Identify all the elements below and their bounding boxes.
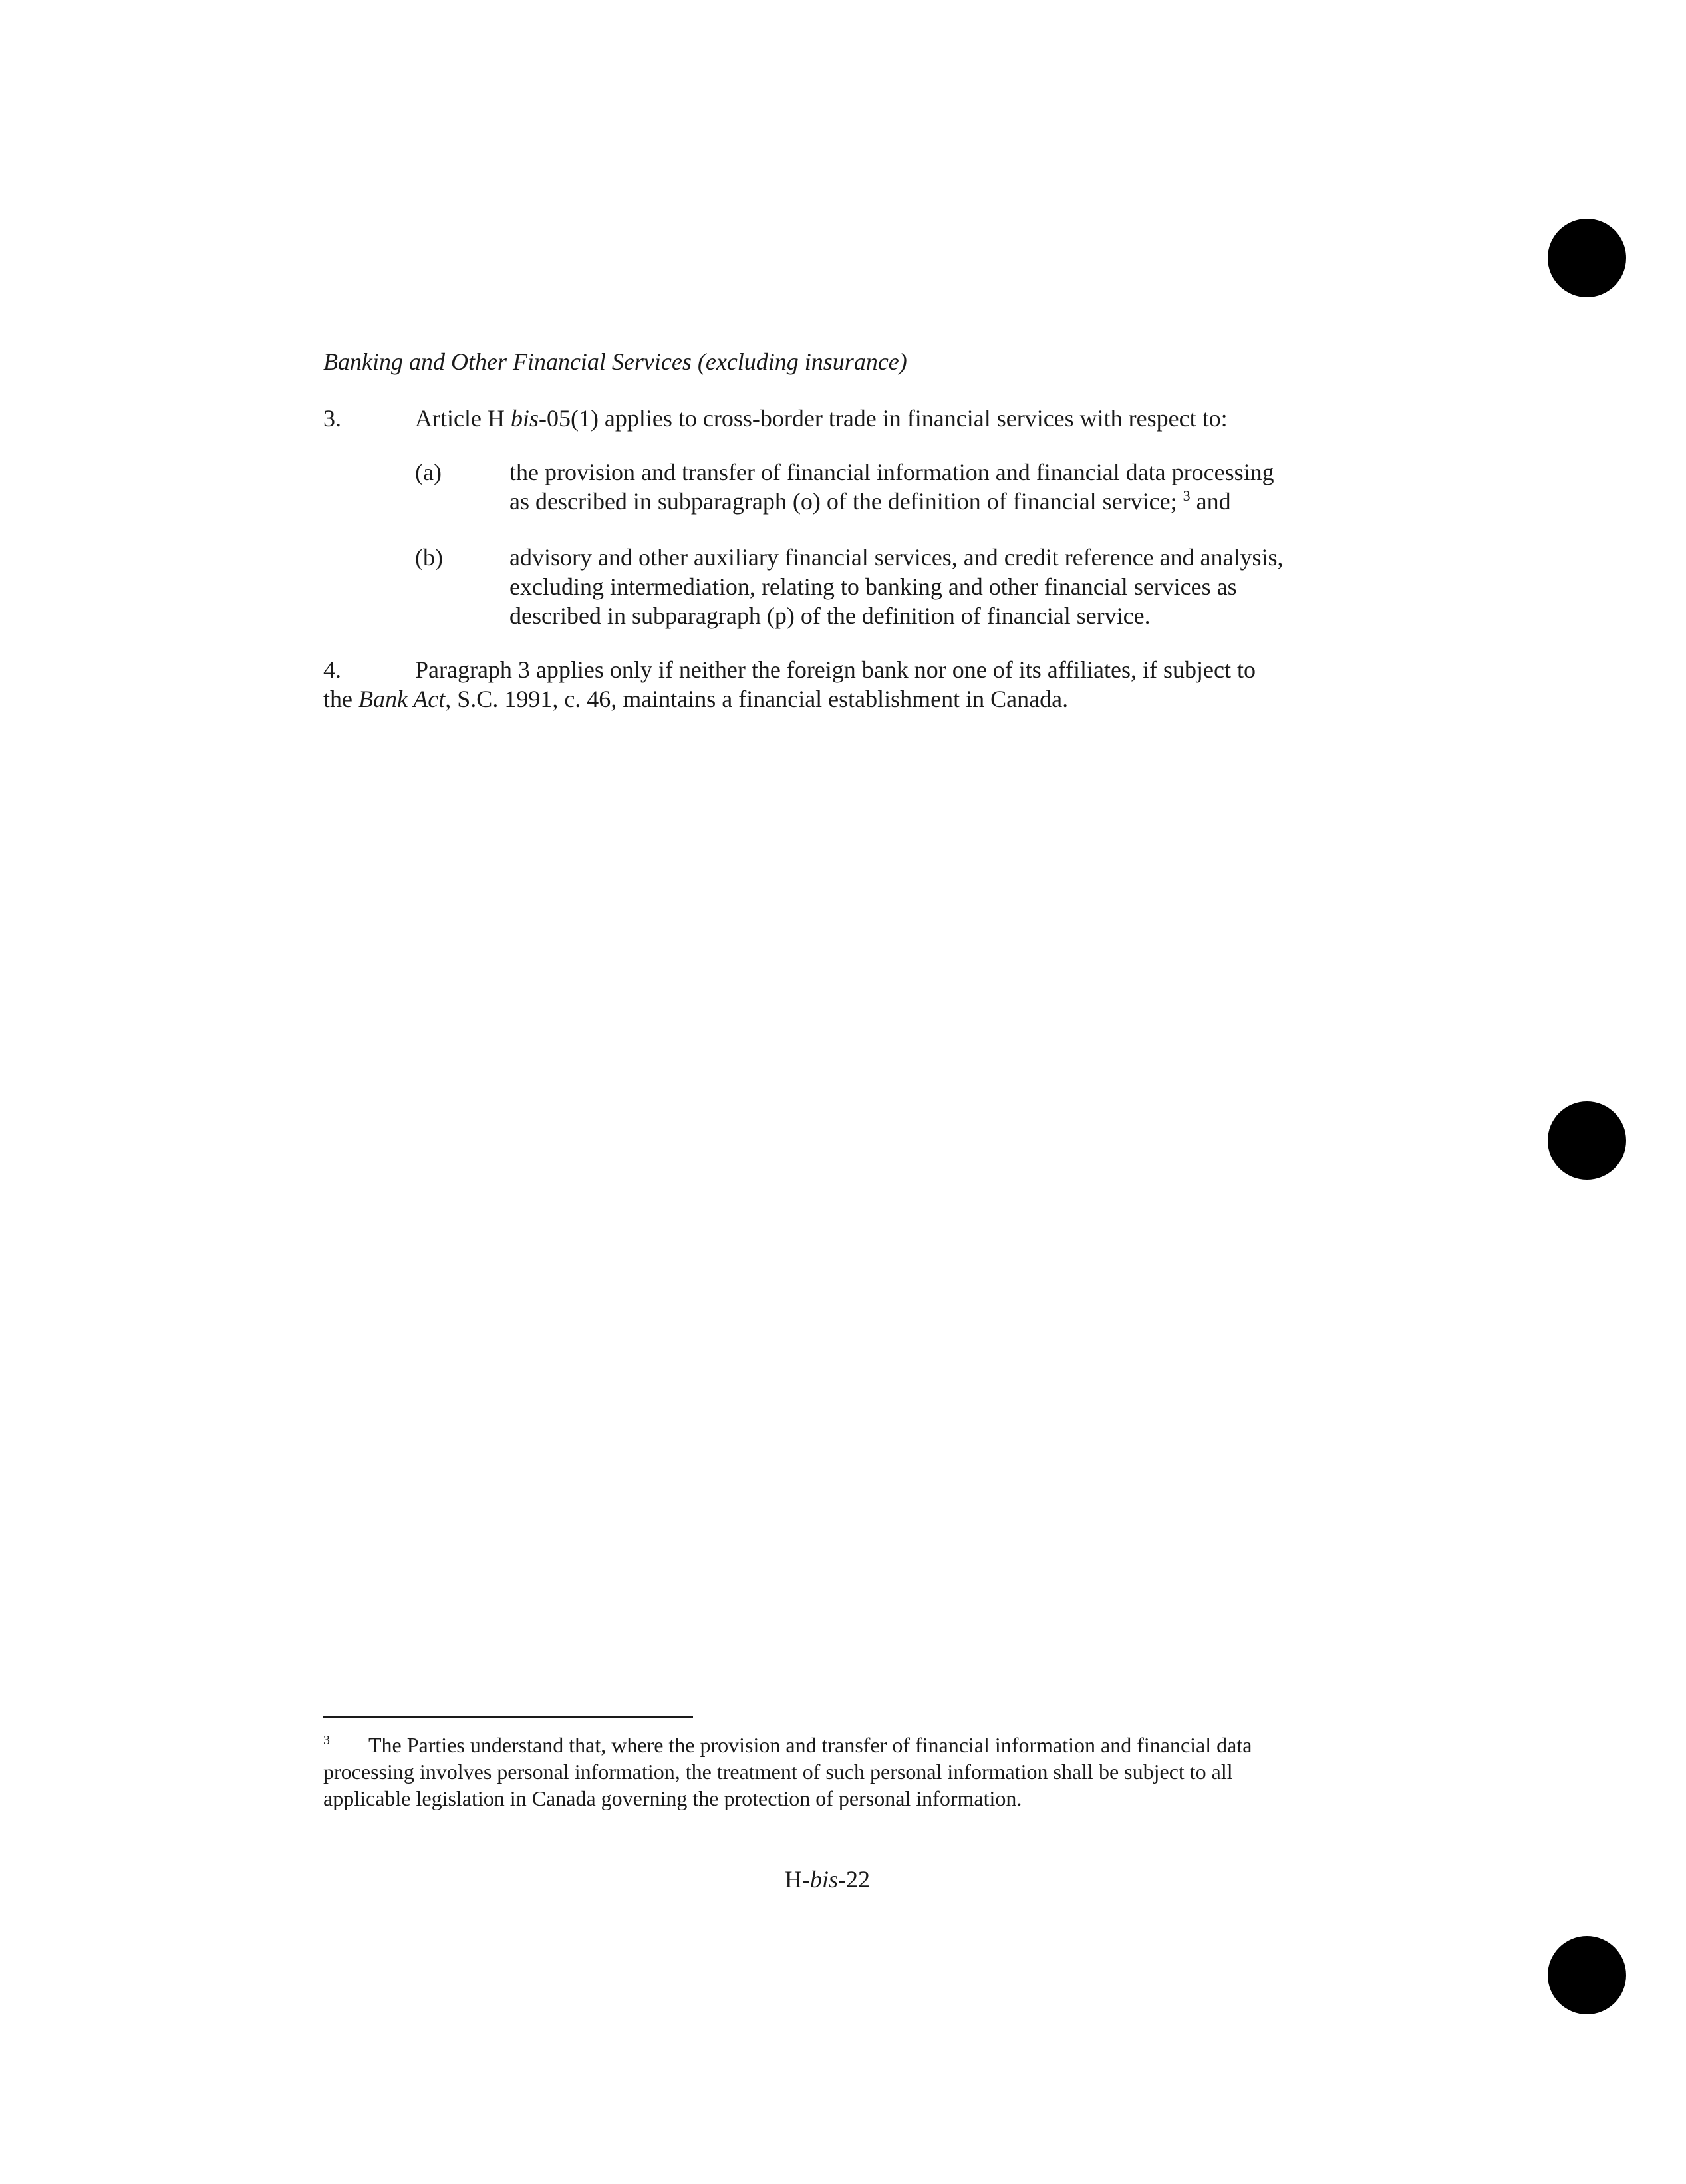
item-a-line-2 — [509, 487, 1427, 516]
item-a-text — [509, 458, 1427, 516]
page-number-prefix: H- — [785, 1866, 810, 1893]
item-a-line-1: the provision and transfer of financial information and financial data processing — [509, 459, 1274, 485]
paragraph-4-line-1-text: Paragraph 3 applies only if neither the foreign bank nor one of its affiliates, if subject to — [415, 656, 1256, 683]
paragraph-4 — [323, 655, 1256, 714]
bank-act-citation: Bank Act — [358, 686, 446, 712]
item-b-line-3: described in subparagraph (p) of the definition of financial service. — [509, 603, 1151, 629]
footnote-line-1-text: The Parties understand that, where the provision and transfer of financial information and financial data — [368, 1733, 1252, 1757]
paragraph-4-line-2-end: , S.C. 1991, c. 46, maintains a financial establishment in Canada. — [445, 686, 1069, 712]
item-b-text — [509, 543, 1427, 630]
footnote-line-1: 3 The Parties understand that, where the provision and transfer of financial information and financial data — [323, 1733, 1252, 1757]
section-heading: Banking and Other Financial Services (excluding insurance) — [323, 348, 907, 375]
footnote-reference-3[interactable]: 3 — [1183, 487, 1191, 504]
paragraph-4-line-2 — [323, 684, 1256, 714]
page-number — [785, 1865, 870, 1894]
item-a-line-2-text: as described in subparagraph (o) of the definition of financial service; — [509, 488, 1177, 515]
item-b-line-2: excluding intermediation, relating to banking and other financial services as — [509, 573, 1237, 600]
paragraph-4-line-2-start: the — [323, 686, 358, 712]
item-b-line-1: advisory and other auxiliary financial services, and credit reference and analysis, — [509, 544, 1284, 571]
item-a-label: (a) — [415, 459, 442, 485]
footnote-line-2: processing involves personal information, the treatment of such personal information shall be subject to all — [323, 1760, 1233, 1784]
paragraph-3-text — [415, 404, 1228, 433]
page-number-suffix: -22 — [838, 1866, 871, 1893]
paragraph-3-text-italic: bis — [510, 405, 539, 432]
paragraph-4-number: 4. — [323, 656, 341, 683]
item-b-label: (b) — [415, 544, 443, 571]
paragraph-3-text-start: Article H — [415, 405, 511, 432]
punch-hole-top — [1548, 219, 1626, 297]
footnote-separator — [323, 1716, 693, 1718]
footnote-3 — [323, 1732, 1361, 1812]
paragraph-3-number: 3. — [323, 405, 341, 432]
paragraph-4-line-1 — [323, 655, 1256, 684]
page-number-italic: bis — [810, 1866, 839, 1893]
item-a-tail: and — [1190, 488, 1231, 515]
punch-hole-bottom — [1548, 1936, 1626, 2014]
punch-hole-middle — [1548, 1101, 1626, 1180]
footnote-line-3: applicable legislation in Canada governing the protection of personal information. — [323, 1786, 1022, 1810]
paragraph-3-text-end: -05(1) applies to cross-border trade in financial services with respect to: — [538, 405, 1228, 432]
